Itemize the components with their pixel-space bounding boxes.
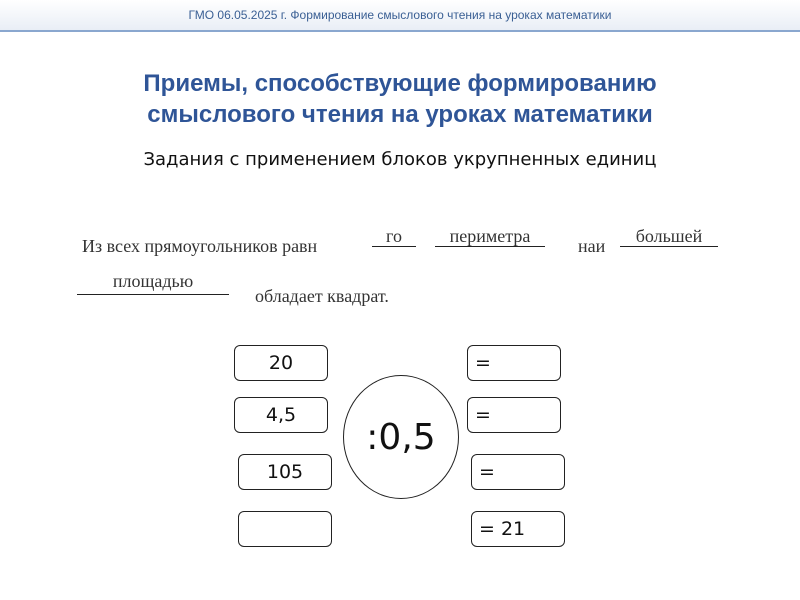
- result-box-4: = 21: [471, 511, 565, 547]
- slide-title: [60, 68, 740, 130]
- sentence-mid: наи: [578, 236, 606, 256]
- input-box-1: 20: [234, 345, 328, 381]
- operator-circle: :0,5: [343, 375, 459, 499]
- blank-word-2: периметра: [449, 226, 531, 246]
- blank-word-4: площадью: [112, 271, 194, 291]
- blank-line-1: [372, 246, 416, 247]
- blank-line-3: [620, 246, 718, 247]
- blank-word-3: большей: [635, 226, 703, 246]
- input-box-4: [238, 511, 332, 547]
- header-bar: [0, 0, 800, 32]
- sentence-start: Из всех прямоугольников равн: [82, 236, 318, 256]
- title-line-2: смыслового чтения на уроках математики: [147, 101, 653, 128]
- title-line-1: Приемы, способствующие формированию: [143, 70, 657, 97]
- result-box-3: =: [471, 454, 565, 490]
- blank-line-4: [77, 294, 229, 295]
- sentence-end: обладает квадрат.: [255, 286, 389, 306]
- blank-line-2: [435, 246, 545, 247]
- input-box-3: 105: [238, 454, 332, 490]
- blank-word-1: го: [386, 226, 402, 246]
- input-box-2: 4,5: [234, 397, 328, 433]
- result-box-1: =: [467, 345, 561, 381]
- header-text: ГМО 06.05.2025 г. Формирование смыслового чтения на уроках математики: [188, 8, 612, 22]
- slide-subtitle: Задания с применением блоков укрупненных единиц: [143, 149, 657, 170]
- result-box-2: =: [467, 397, 561, 433]
